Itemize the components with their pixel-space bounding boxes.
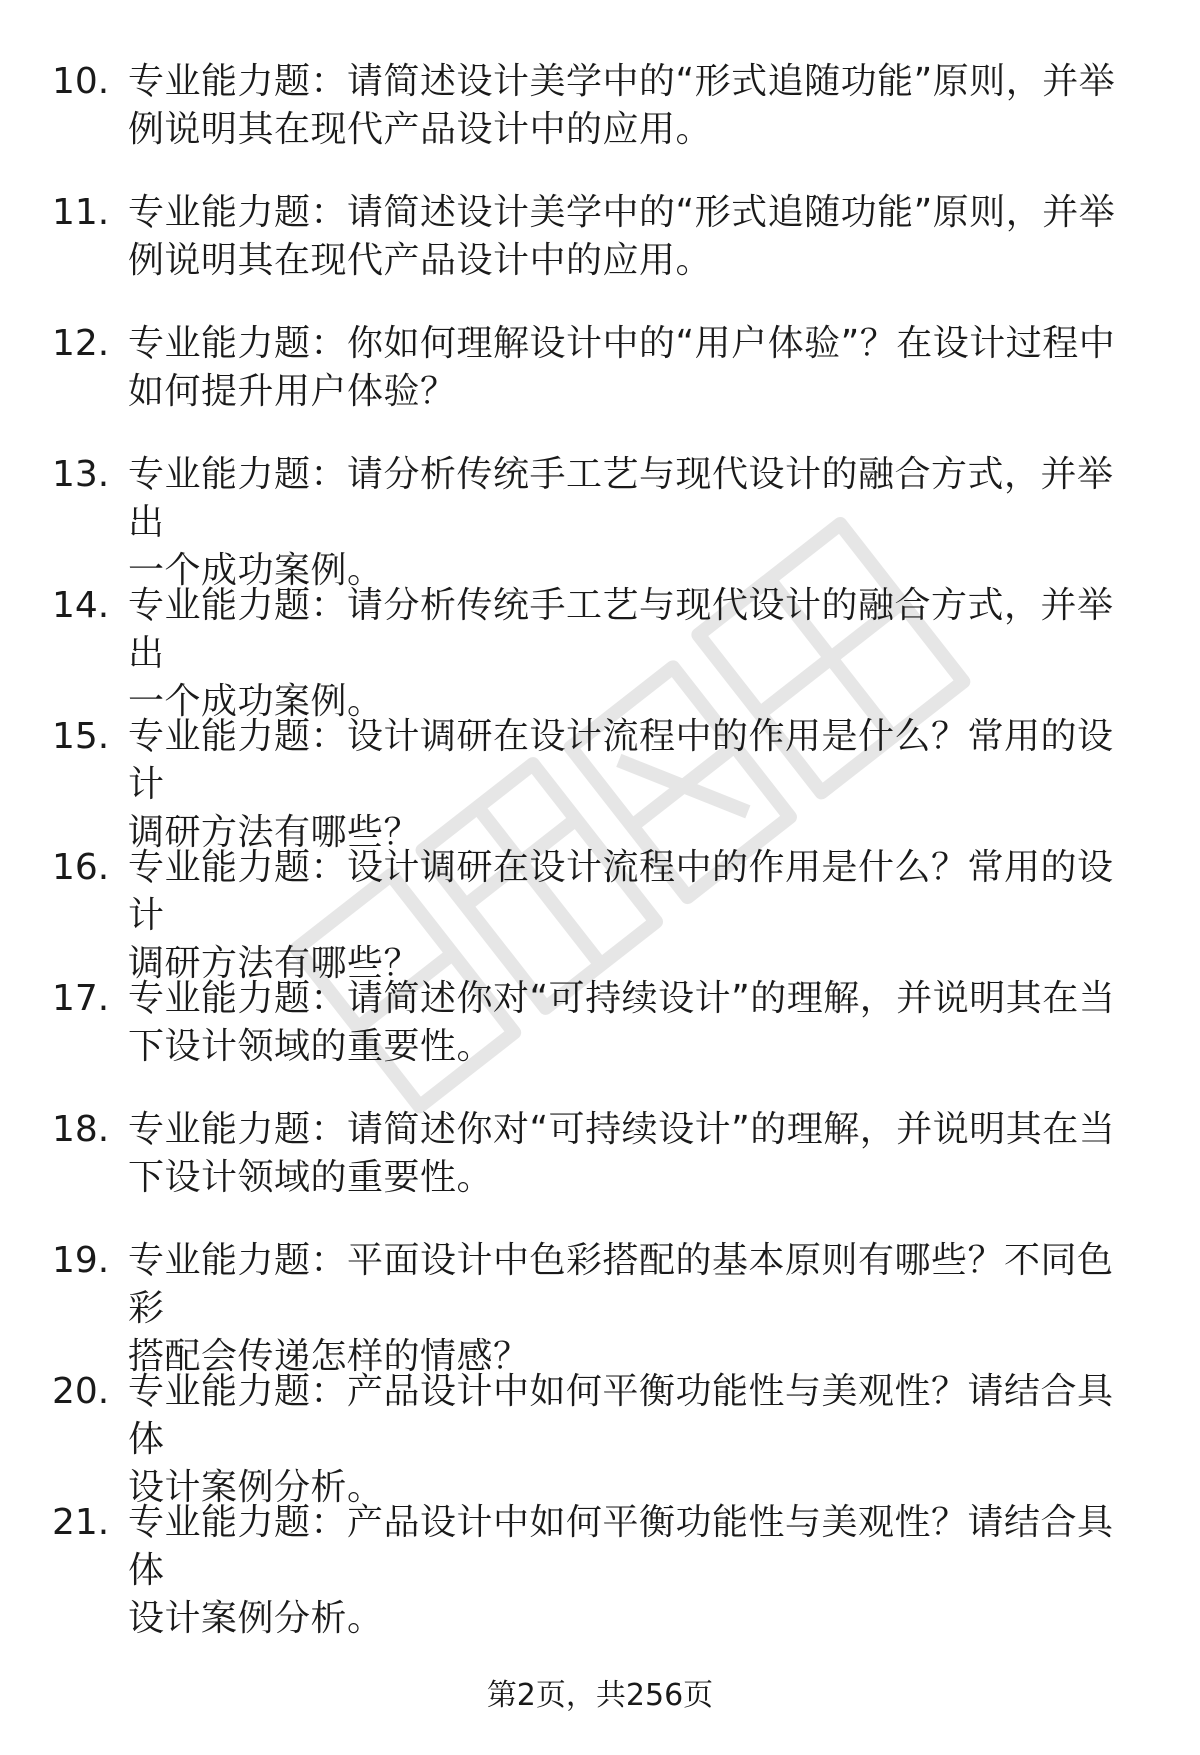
question-number: 10. bbox=[52, 61, 110, 102]
question-item bbox=[0, 58, 1200, 189]
question-number: 11. bbox=[52, 192, 110, 233]
question-line: 如何提升用户体验？ bbox=[128, 371, 457, 412]
question-item bbox=[0, 1237, 1200, 1377]
question-item bbox=[0, 1368, 1200, 1508]
question-line: 专业能力题：请分析传统手工艺与现代设计的融合方式，并举出 bbox=[128, 454, 1114, 543]
question-line: 专业能力题：你如何理解设计中的“用户体验”？在设计过程中 bbox=[128, 323, 1116, 364]
question-number: 15. bbox=[52, 716, 110, 757]
question-text bbox=[128, 58, 1148, 154]
question-line: 下设计领域的重要性。 bbox=[128, 1157, 494, 1198]
question-item bbox=[0, 1106, 1200, 1237]
question-number: 20. bbox=[52, 1371, 110, 1412]
question-number: 12. bbox=[52, 323, 110, 364]
question-text bbox=[128, 320, 1148, 416]
question-line: 专业能力题：请简述设计美学中的“形式追随功能”原则，并举 bbox=[128, 61, 1116, 102]
question-line: 专业能力题：设计调研在设计流程中的作用是什么？常用的设计 bbox=[128, 847, 1114, 936]
question-line: 专业能力题：请简述你对“可持续设计”的理解，并说明其在当 bbox=[128, 1109, 1116, 1150]
question-number: 21. bbox=[52, 1502, 110, 1543]
question-line: 例说明其在现代产品设计中的应用。 bbox=[128, 109, 713, 150]
question-list bbox=[0, 58, 1200, 1639]
question-line: 专业能力题：平面设计中色彩搭配的基本原则有哪些？不同色彩 bbox=[128, 1240, 1114, 1329]
question-item bbox=[0, 451, 1200, 591]
question-line: 例说明其在现代产品设计中的应用。 bbox=[128, 240, 713, 281]
question-line: 专业能力题：产品设计中如何平衡功能性与美观性？请结合具体 bbox=[128, 1371, 1114, 1460]
question-item bbox=[0, 320, 1200, 451]
question-text bbox=[128, 1106, 1148, 1202]
question-text bbox=[128, 1499, 1148, 1643]
question-text bbox=[128, 844, 1148, 988]
question-text bbox=[128, 975, 1148, 1071]
question-line: 调研方法有哪些？ bbox=[128, 812, 421, 853]
question-line: 专业能力题：设计调研在设计流程中的作用是什么？常用的设计 bbox=[128, 716, 1114, 805]
question-number: 19. bbox=[52, 1240, 110, 1281]
question-number: 13. bbox=[52, 454, 110, 495]
question-number: 17. bbox=[52, 978, 110, 1019]
question-item bbox=[0, 975, 1200, 1106]
question-number: 16. bbox=[52, 847, 110, 888]
page-footer bbox=[0, 1676, 1200, 1716]
question-line: 一个成功案例。 bbox=[128, 681, 384, 722]
question-line: 设计案例分析。 bbox=[128, 1598, 384, 1639]
question-line: 专业能力题：请分析传统手工艺与现代设计的融合方式，并举出 bbox=[128, 585, 1114, 674]
question-text bbox=[128, 713, 1148, 857]
question-text bbox=[128, 1237, 1148, 1381]
question-number: 14. bbox=[52, 585, 110, 626]
question-item bbox=[0, 189, 1200, 320]
question-line: 专业能力题：产品设计中如何平衡功能性与美观性？请结合具体 bbox=[128, 1502, 1114, 1591]
question-line: 一个成功案例。 bbox=[128, 550, 384, 591]
question-line: 搭配会传递怎样的情感？ bbox=[128, 1336, 530, 1377]
question-text bbox=[128, 189, 1148, 285]
page-number-label: 第2页，共256页 bbox=[486, 1678, 714, 1713]
question-number: 18. bbox=[52, 1109, 110, 1150]
question-text bbox=[128, 582, 1148, 726]
question-item bbox=[0, 713, 1200, 853]
question-item bbox=[0, 1499, 1200, 1639]
question-line: 专业能力题：请简述你对“可持续设计”的理解，并说明其在当 bbox=[128, 978, 1116, 1019]
question-text bbox=[128, 451, 1148, 595]
question-line: 下设计领域的重要性。 bbox=[128, 1026, 494, 1067]
question-line: 调研方法有哪些？ bbox=[128, 943, 421, 984]
question-line: 设计案例分析。 bbox=[128, 1467, 384, 1508]
question-text bbox=[128, 1368, 1148, 1512]
question-line: 专业能力题：请简述设计美学中的“形式追随功能”原则，并举 bbox=[128, 192, 1116, 233]
question-item bbox=[0, 844, 1200, 984]
question-item bbox=[0, 582, 1200, 722]
